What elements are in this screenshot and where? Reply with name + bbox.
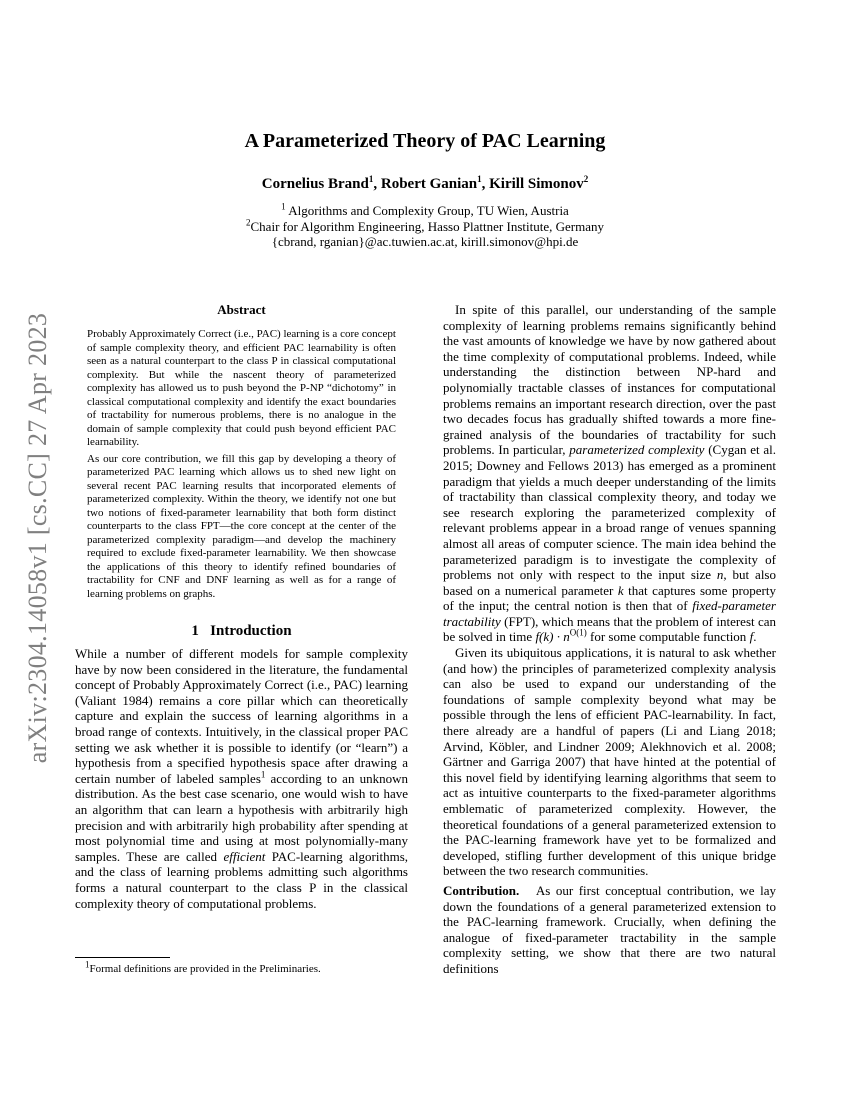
body-paragraph: While a number of different models for sample complexity have by now been considered in the literature, the fundamental concept of Probably Approximately Correct (i.e., PAC) learning (Valiant 1984) remains a core pillar which can theoretically capture and explain the success of learning algorithms in a broad range of contexts. Intuitively, in the classical proper PAC setting we ask whether it is possible to identify (or “learn”) a hypothesis from a specified hypothesis space after drawing a certain number of labeled samples$^1$ according to an unknown distribution. As the best case scenario, one would wish to have an algorithm that can learn a hypothesis with arbitrarily high precision and with arbitrarily high probability after spending at most polynomial time and using at most polynomially-many samples. These are called efficient PAC-learning algorithms, and the class of learning problems admitting such algorithms forms a natural counterpart to the class P in the classical complexity theory of computational problems. (75, 646, 409, 911)
affiliation-text: Chair for Algorithm Engineering, Hasso Plattner Institute, Germany (250, 218, 604, 234)
author-name: Robert Ganian (380, 176, 478, 192)
formula: f(k) · n (535, 629, 570, 645)
section-heading (75, 623, 408, 640)
author-list: Cornelius Brand$^1$, Robert Ganian$^1$, Kirill Simonov$^2$ (261, 174, 589, 192)
affiliation-text: Algorithms and Complexity Group, TU Wien, Austria (285, 203, 569, 218)
footnote-rule (75, 957, 170, 958)
body-paragraph: Given its ubiquitous applications, it is natural to ask whether (and how) the principles of parameterized complexity analysis can also be used to expand our understanding of the foundations of sample complexity beyond what may be possible through the lens of efficient PAC-learnability. In fact, there already are a handful of papers (Li and Liang 2018; Arvind, Köbler, and Lindner 2009; Alekhnovich et al. 2008; Gärtner and Garriga 2007) that have hinted at the potential of this novel field by identifying learning algorithms that seem to act as intuitive counterparts to the fixed-parameter algorithms emblematic of parameterized complexity. However, the theoretical foundations of a general parameterized extension to the PAC-learning framework have yet to be formalized and developed, stifling further development of this unique bridge between the two research communities. (443, 645, 776, 879)
right-column-body (443, 302, 776, 977)
abstract (75, 302, 408, 601)
affil-mark: 2 (246, 217, 251, 228)
affiliation-line (0, 219, 850, 235)
author-affil-mark: 1 (477, 174, 482, 184)
abstract-paragraph: As our core contribution, we fill this gap by developing a theory of parameterized PAC learning which allows us to shed new light on several recent PAC learning results that incorporated elements of parameterized complexity. Within the theory, we identify not one but two notions of fixed-parameter learnability that both form distinct counterparts to the class FPT—the core concept at the center of the parameterized complexity paradigm—and develop the machinery required to exclude fixed-parameter learnability. We then showcase the applications of this theory to identify refined boundaries of tractability for CNF and DNF learning as well as for a range of learning problems on graphs. (87, 452, 396, 600)
introduction-body (75, 646, 408, 911)
author-affil-mark: 1 (368, 174, 374, 184)
paragraph-label: Contribution. (443, 882, 520, 898)
right-column (443, 302, 776, 977)
paper-title: A Parameterized Theory of PAC Learning (244, 130, 606, 152)
section-number: 1 (191, 623, 199, 639)
footnote-mark: 1 (85, 959, 90, 970)
footnote (85, 959, 405, 976)
abstract-heading: Abstract (217, 302, 266, 317)
left-column (75, 302, 408, 911)
section-title: Introduction (210, 623, 292, 639)
affiliations (0, 203, 850, 250)
author-affil-mark: 2 (583, 174, 589, 184)
body-paragraph: In spite of this parallel, our understanding of the sample complexity of learning problems remains significantly behind the vast amounts of knowledge we have by now gathered about the time complexity of computational problems. Indeed, while understanding the distinction between NP-hard and polynomially tractable classes of instances for computational problems remains an important research direction, over the past two decades focus has gradually shifted towards a more fine-grained analysis of the boundaries of tractability for such problems. In particular, parameterized complexity (Cygan et al. 2015; Downey and Fellows 2013) has emerged as a prominent paradigm that yields a much deeper understanding of the limits of tractability than classical complexity theory, and today we see research exploring the parameterized complexity of relevant problems appear in a broad range of venues spanning almost all areas of computer science. The main idea behind the parameterized paradigm is to investigate the complexity of problems not only with respect to the input size n, but also based on a numerical parameter k that captures some property of the input; the central notion is then that of fixed-parameter tractability (FPT), which means that the problem of interest can be solved in time $f(k) \cdot n^{O(1)}$ for some computable function f. (443, 302, 776, 645)
body-paragraph: Contribution. As our first conceptual contribution, we lay down the foundations of a general parameterized extension to the PAC-learning framework. Crucially, when defining the analogue of fixed-parameter tractability in the sample complexity setting, we show that there are two natural definitions (443, 882, 776, 976)
footnote-text: Formal definitions are provided in the Preliminaries. (89, 963, 321, 975)
author-name: Kirill Simonov (489, 176, 584, 192)
arxiv-stamp (18, 265, 58, 810)
author-name: Cornelius Brand (261, 176, 369, 192)
author-emails: {cbrand, rganian}@ac.tuwien.ac.at, kirill.simonov@hpi.de (271, 234, 579, 249)
affiliation-line (0, 203, 850, 219)
formula-exponent: O(1) (569, 628, 587, 639)
abstract-paragraph: Probably Approximately Correct (i.e., PAC) learning is a core concept of sample complexity theory, and efficient PAC learnability is often seen as a natural counterpart to the class P in classical computational complexity. But while the nascent theory of parameterized complexity has allowed us to push beyond the P-NP “dichotomy” in classical computational complexity and identify the exact boundaries of tractability for numerous problems, there is no analogue in the domain of sample complexity that could push beyond efficient PAC learnability. (87, 328, 396, 448)
footnote-marker: 1 (260, 769, 266, 780)
arxiv-id: arXiv:2304.14058v1 [cs.CC] 27 Apr 2023 (23, 312, 53, 763)
affil-mark: 1 (281, 201, 286, 212)
